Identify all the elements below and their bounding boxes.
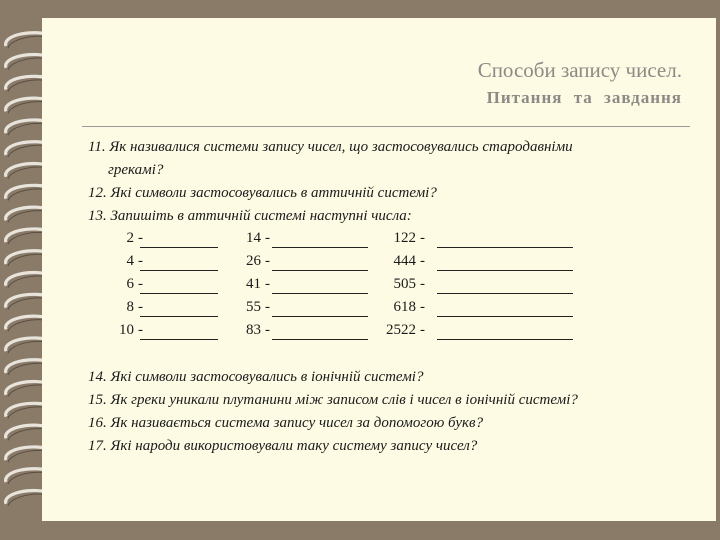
dash-separator: - — [420, 253, 425, 269]
dash-separator: - — [265, 276, 270, 292]
number-value: 505 — [393, 276, 416, 292]
answer-blank-line — [140, 247, 218, 248]
number-value: 2 — [126, 230, 134, 246]
dash-separator: - — [265, 230, 270, 246]
dash-separator: - — [138, 299, 143, 315]
answer-blank-line — [272, 316, 368, 317]
question-12: 12. Які символи застосовувались в аттичній системі? — [88, 185, 437, 201]
question-14: 14. Які символи застосовувались в іонічній системі? — [88, 369, 424, 385]
number-value: 2522 — [386, 322, 416, 338]
number-value: 41 — [246, 276, 261, 292]
answer-blank-line — [272, 293, 368, 294]
number-value: 8 — [126, 299, 134, 315]
dash-separator: - — [420, 276, 425, 292]
question-11: 11. Як називалися системи запису чисел, що застосовувались стародавніми — [88, 139, 573, 155]
question-17: 17. Які народи використовували таку систему запису чисел? — [88, 438, 478, 454]
answer-blank-line — [272, 247, 368, 248]
dash-separator: - — [138, 230, 143, 246]
answer-blank-line — [437, 247, 573, 248]
number-value: 444 — [393, 253, 416, 269]
dash-separator: - — [265, 253, 270, 269]
question-13: 13. Запишіть в аттичній системі наступні числа: — [88, 208, 412, 224]
answer-blank-line — [437, 316, 573, 317]
dash-separator: - — [138, 253, 143, 269]
number-value: 6 — [126, 276, 134, 292]
answer-blank-line — [140, 293, 218, 294]
number-value: 4 — [126, 253, 134, 269]
notebook-page — [42, 18, 716, 521]
header-divider — [82, 126, 690, 127]
number-value: 122 — [393, 230, 416, 246]
answer-blank-line — [437, 339, 573, 340]
dash-separator: - — [420, 322, 425, 338]
number-value: 14 — [246, 230, 261, 246]
question-11-continued: грекамі? — [108, 162, 164, 178]
answer-blank-line — [437, 293, 573, 294]
dash-separator: - — [265, 322, 270, 338]
page-subtitle: Питання та завдання — [486, 88, 682, 107]
dash-separator: - — [420, 230, 425, 246]
question-15: 15. Як греки уникали плутанини між записом слів і чисел в іонічній системі? — [88, 392, 578, 408]
answer-blank-line — [140, 339, 218, 340]
number-value: 83 — [246, 322, 261, 338]
dash-separator: - — [138, 276, 143, 292]
question-16: 16. Як називається система запису чисел за допомогою букв? — [88, 415, 484, 431]
dash-separator: - — [420, 299, 425, 315]
answer-blank-line — [272, 339, 368, 340]
number-value: 618 — [393, 299, 416, 315]
answer-blank-line — [140, 270, 218, 271]
number-value: 10 — [119, 322, 134, 338]
dash-separator: - — [138, 322, 143, 338]
answer-blank-line — [272, 270, 368, 271]
number-value: 26 — [246, 253, 261, 269]
answer-blank-line — [437, 270, 573, 271]
page-title: Способи запису чисел. — [477, 58, 682, 82]
dash-separator: - — [265, 299, 270, 315]
answer-blank-line — [140, 316, 218, 317]
number-value: 55 — [246, 299, 261, 315]
